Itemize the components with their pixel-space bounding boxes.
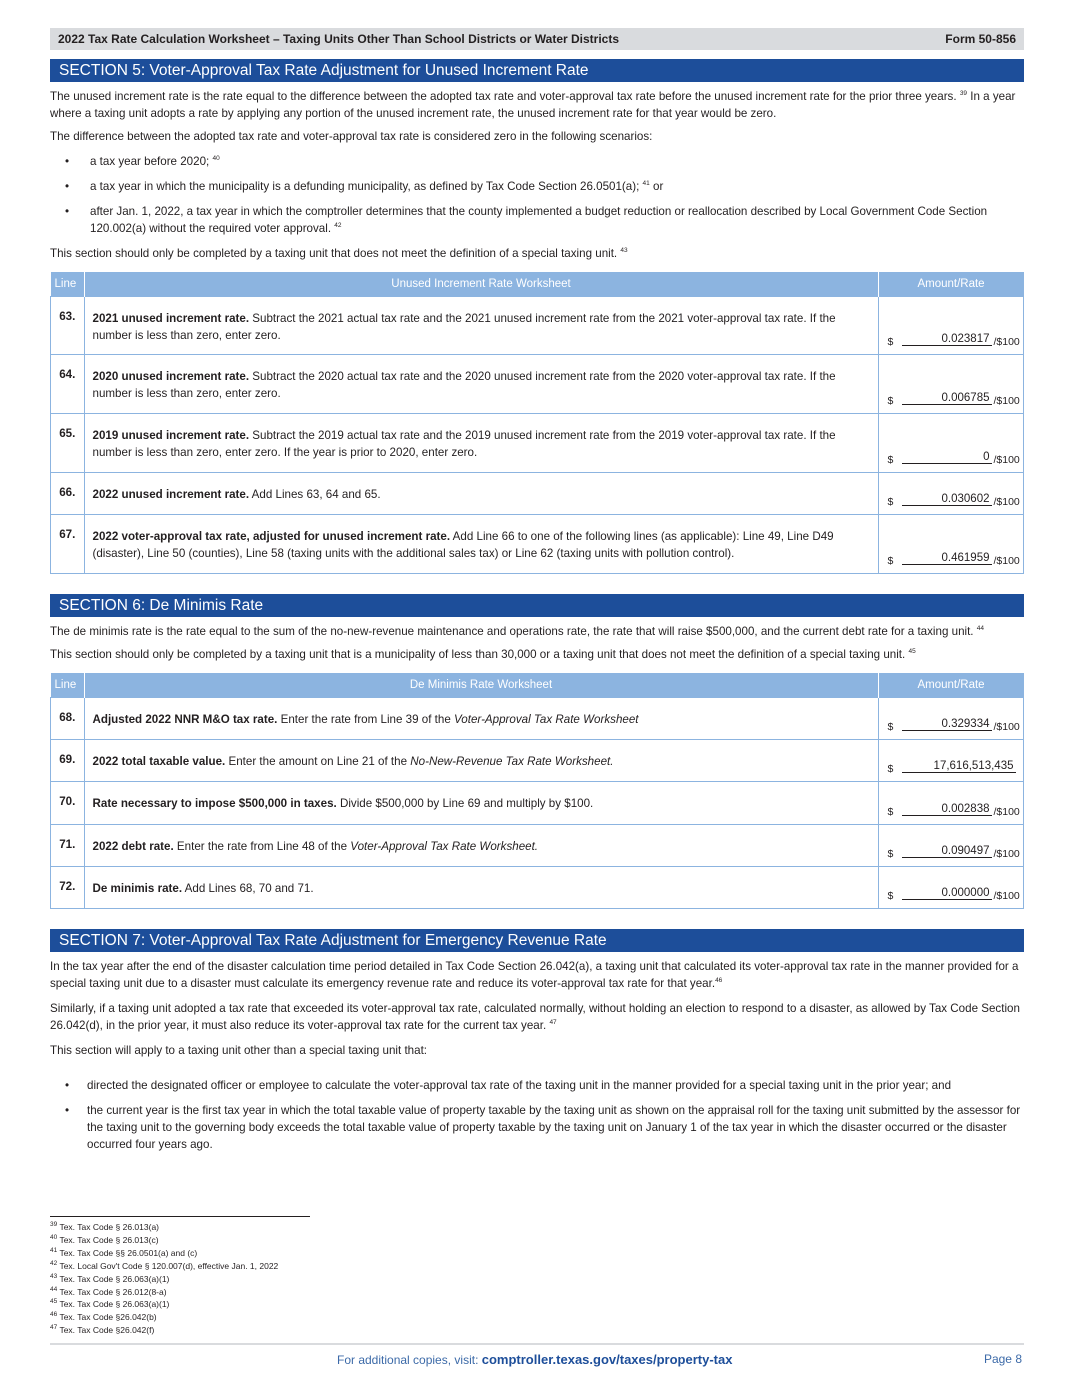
footer-url-link[interactable]: comptroller.texas.gov/taxes/property-tax bbox=[481, 1352, 733, 1367]
footnote: $^{45}$ Tex. Tax Code § 26.063(a)(1) bbox=[50, 1298, 170, 1310]
line-number: 72. bbox=[51, 867, 85, 909]
line-description: 2019 unused increment rate. Subtract the 2019 actual tax rate and the 2019 unused increment rate from the 2019 voter-approval tax rate. If the number is less than zero, enter zero. If the year is prior to 2020, enter zero. bbox=[84, 414, 878, 473]
section7-intro: In the tax year after the end of the disaster calculation time period detailed in Tax Code Section 26.042(a), a taxing unit that calculated its voter-approval tax rate in the manner provided for a special taxing unit due to a disaster must calculate its emergency revenue rate and reduce its voter-approval tax rate for that year.$^{46}$ bbox=[50, 960, 1019, 990]
page-header bbox=[50, 28, 1024, 50]
amount-value: 17,616,513,435 bbox=[902, 760, 1016, 773]
list-item: • directed the designated officer or employee to calculate the voter-approval tax rate of the taxing unit in the manner provided for a special taxing unit in the prior year; and bbox=[65, 1079, 952, 1092]
list-item: • a tax year before 2020; $^{40}$ bbox=[65, 155, 220, 168]
section7-similarly: Similarly, if a taxing unit adopted a tax rate that exceeded its voter-approval tax rate, calculated normally, without holding an election to respond to a disaster, as allowed by Tax Code Section 26.042(d), in the prior year, it must also reduce its voter-approval tax rate for the current tax year. $^{47}$ bbox=[50, 1002, 1020, 1032]
line-number: 66. bbox=[51, 473, 85, 515]
amount-value: 0.329334 bbox=[902, 718, 992, 731]
table-row bbox=[51, 355, 1024, 414]
table-row bbox=[51, 473, 1024, 515]
line-number: 68. bbox=[51, 698, 85, 740]
section7-conditions-list bbox=[50, 1077, 1024, 1153]
table-row bbox=[51, 414, 1024, 473]
section7-applies: This section will apply to a taxing unit other than a special taxing unit that: bbox=[50, 1044, 428, 1057]
amount-value: 0.023817 bbox=[902, 333, 992, 346]
section6-applicability: This section should only be completed by a taxing unit that is a municipality of less than 30,000 or a taxing unit that does not meet the definition of a special taxing unit. $^{45}$ bbox=[50, 648, 916, 661]
col-amount: Amount/Rate bbox=[878, 272, 1024, 297]
page bbox=[50, 28, 1024, 1161]
footnote: $^{41}$ Tex. Tax Code §§ 26.0501(a) and (c) bbox=[50, 1246, 198, 1258]
footer-copies: For additional copies, visit: comptroller.texas.gov/taxes/property-tax bbox=[337, 1352, 733, 1367]
line-description: Rate necessary to impose $500,000 in taxes. Divide $500,000 by Line 69 and multiply by $100. bbox=[84, 782, 878, 825]
amount-value: 0 bbox=[902, 451, 992, 464]
form-number: Form 50-856 bbox=[945, 32, 1016, 46]
amount-value: 0.030602 bbox=[902, 493, 992, 506]
table-row bbox=[51, 297, 1024, 355]
section6-title: SECTION 6: De Minimis Rate bbox=[50, 594, 1024, 617]
section5-applicability: This section should only be completed by a taxing unit that does not meet the definition of a special taxing unit. $^{43}$ bbox=[50, 247, 628, 260]
amount-value: 0.090497 bbox=[902, 845, 992, 858]
amount-cell[interactable]: $ 0.090497 /$100 bbox=[878, 825, 1024, 867]
table-row bbox=[51, 515, 1024, 574]
amount-cell[interactable]: $ 0.023817 /$100 bbox=[878, 297, 1024, 355]
amount-cell[interactable]: $ 0.030602 /$100 bbox=[878, 473, 1024, 515]
list-item: • a tax year in which the municipality is a defunding municipality, as defined by Tax Code Section 26.0501(a); $^{41}$ or bbox=[65, 180, 664, 193]
amount-cell[interactable]: $ 0.000000 /$100 bbox=[878, 867, 1024, 909]
footer-divider bbox=[50, 1343, 1024, 1345]
footnote: $^{46}$ Tex. Tax Code §26.042(b) bbox=[50, 1311, 157, 1323]
line-number: 67. bbox=[51, 515, 85, 574]
section5-scenarios-list bbox=[50, 153, 1024, 237]
line-description: 2021 unused increment rate. Subtract the 2021 actual tax rate and the 2021 unused increment rate from the 2021 voter-approval tax rate. If the number is less than zero, enter zero. bbox=[84, 297, 878, 355]
amount-cell[interactable]: $ 0.002838 /$100 bbox=[878, 782, 1024, 825]
table-row bbox=[51, 825, 1024, 867]
section5-title: SECTION 5: Voter-Approval Tax Rate Adjustment for Unused Increment Rate bbox=[50, 59, 1024, 82]
line-number: 71. bbox=[51, 825, 85, 867]
footnote: $^{44}$ Tex. Tax Code § 26.012(8-a) bbox=[50, 1285, 167, 1297]
amount-cell[interactable]: $ 0.006785 /$100 bbox=[878, 355, 1024, 414]
line-description: De minimis rate. Add Lines 68, 70 and 71. bbox=[84, 867, 878, 909]
amount-cell[interactable]: $ 0.329334 /$100 bbox=[878, 698, 1024, 740]
line-description: 2022 debt rate. Enter the rate from Line 48 of the Voter-Approval Tax Rate Worksheet. bbox=[84, 825, 878, 867]
footnote: $^{39}$ Tex. Tax Code § 26.013(a) bbox=[50, 1221, 159, 1232]
amount-value: 0.006785 bbox=[902, 392, 992, 405]
line-description: 2020 unused increment rate. Subtract the 2020 actual tax rate and the 2020 unused increment rate from the 2020 voter-approval tax rate. If the number is less than zero, enter zero. bbox=[84, 355, 878, 414]
col-amount: Amount/Rate bbox=[878, 673, 1024, 698]
line-description: 2022 voter-approval tax rate, adjusted for unused increment rate. Add Line 66 to one of the following lines (as applicable): Line 49, Line D49 (disaster), Line 50 (counties), Line 58 (taxing units with the additional sales tax) or Line 62 (taxing units with pollution control). bbox=[84, 515, 878, 574]
section5-intro: The unused increment rate is the rate equal to the difference between the adopted tax rate and voter-approval tax rate before the unused increment rate for the prior three years. $^{39}$ In a year where a taxing unit adopts a rate by applying any portion of the unused increment rate, the unused increment rate for that year would be zero. bbox=[50, 90, 1016, 120]
footnote: $^{40}$ Tex. Tax Code § 26.013(c) bbox=[50, 1234, 159, 1245]
footnote: $^{47}$ Tex. Tax Code §26.042(f) bbox=[50, 1324, 155, 1336]
col-title: Unused Increment Rate Worksheet bbox=[84, 272, 878, 297]
line-description: 2022 total taxable value. Enter the amount on Line 21 of the No-New-Revenue Tax Rate Worksheet. bbox=[84, 740, 878, 782]
col-title: De Minimis Rate Worksheet bbox=[84, 673, 878, 698]
amount-cell[interactable]: $ 0.461959 /$100 bbox=[878, 515, 1024, 574]
amount-cell[interactable]: $ 17,616,513,435 bbox=[878, 740, 1024, 782]
table-row bbox=[51, 867, 1024, 909]
page-number: Page 8 bbox=[983, 1352, 1022, 1366]
table-row bbox=[51, 740, 1024, 782]
amount-value: 0.461959 bbox=[902, 552, 992, 565]
section7-title: SECTION 7: Voter-Approval Tax Rate Adjustment for Emergency Revenue Rate bbox=[50, 929, 1024, 952]
header-title: 2022 Tax Rate Calculation Worksheet – Taxing Units Other Than School Districts or Water Districts bbox=[58, 32, 620, 46]
footnote: $^{42}$ Tex. Local Gov't Code § 120.007(d), effective Jan. 1, 2022 bbox=[50, 1259, 279, 1271]
col-line: Line bbox=[51, 272, 85, 297]
line-number: 69. bbox=[51, 740, 85, 782]
line-number: 70. bbox=[51, 782, 85, 825]
amount-value: 0.002838 bbox=[902, 803, 992, 816]
line-description: 2022 unused increment rate. Add Lines 63, 64 and 65. bbox=[84, 473, 878, 515]
list-item: • the current year is the first tax year in which the total taxable value of property taxable by the taxing unit as shown on the appraisal roll for the taxing unit submitted by the assessor for the taxing unit to the governing body exceeds the total taxable value of property taxable by the taxing unit on January 1 of the tax year in which the disaster occurred or the disaster occurred four years ago. bbox=[65, 1104, 1021, 1151]
line-number: 63. bbox=[51, 297, 85, 355]
amount-cell[interactable]: $ 0 /$100 bbox=[878, 414, 1024, 473]
col-line: Line bbox=[51, 673, 85, 698]
de-minimis-worksheet bbox=[50, 673, 1024, 909]
list-item: • after Jan. 1, 2022, a tax year in which the comptroller determines that the county implemented a budget reduction or reallocation described by Local Government Code Section 120.002(a) without the required voter approval. $^{42}$ bbox=[65, 205, 988, 235]
footnote: $^{43}$ Tex. Tax Code § 26.063(a)(1) bbox=[50, 1272, 170, 1284]
line-number: 65. bbox=[51, 414, 85, 473]
footnotes bbox=[50, 1216, 310, 1337]
line-description: Adjusted 2022 NNR M&O tax rate. Enter the rate from Line 39 of the Voter-Approval Tax Rate Worksheet bbox=[84, 698, 878, 740]
amount-value: 0.000000 bbox=[902, 887, 992, 900]
table-row bbox=[51, 782, 1024, 825]
table-row bbox=[51, 698, 1024, 740]
line-number: 64. bbox=[51, 355, 85, 414]
section6-intro: The de minimis rate is the rate equal to the sum of the no-new-revenue maintenance and operations rate, the rate that will raise $500,000, and the current debt rate for a taxing unit. $^{44}$ bbox=[50, 625, 985, 638]
section5-scenarios-intro: The difference between the adopted tax rate and voter-approval tax rate is considered zero in the following scenarios: bbox=[50, 130, 653, 143]
unused-increment-worksheet bbox=[50, 272, 1024, 574]
